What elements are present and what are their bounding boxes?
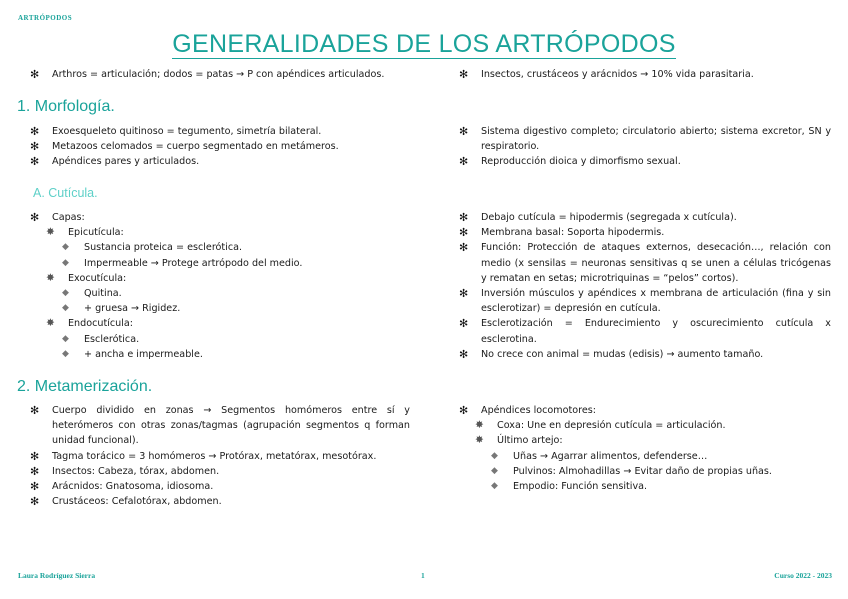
list-item: ◆ Sustancia proteica = esclerótica. — [30, 240, 410, 255]
intro-right — [459, 67, 831, 82]
intro-left — [30, 67, 410, 82]
list-item: ✻ Esclerotización = Endurecimiento y oscurecimiento cutícula x esclerotina. — [459, 316, 831, 346]
list-item: ✸ Último artejo: — [459, 433, 831, 448]
page-title — [0, 30, 848, 59]
cuticula-left — [30, 210, 410, 362]
list-item: ◆ Quitina. — [30, 286, 410, 301]
list-item: ✻ Insectos: Cabeza, tórax, abdomen. — [30, 464, 410, 479]
morfologia-left — [30, 124, 410, 170]
list-item: ◆ Uñas → Agarrar alimentos, defenderse… — [459, 449, 831, 464]
list-item: ✻ No crece con animal = mudas (edisis) → aumento tamaño. — [459, 347, 831, 362]
list-item: ✻ Función: Protección de ataques externos, desecación…, relación con medio (x sensilas = neuronas sensitivas q se unen a células tricógenas y rematan en setas; microtriquinas = “pelos” cortos). — [459, 240, 831, 286]
list-item: ✻ Apéndices locomotores: — [459, 403, 831, 418]
list-item: ◆ Pulvinos: Almohadillas → Evitar daño de propias uñas. — [459, 464, 831, 479]
footer-course: Curso 2022 - 2023 — [774, 571, 832, 580]
footer-author: Laura Rodríguez Sierra — [18, 571, 96, 580]
list-item: ✻ Apéndices pares y articulados. — [30, 154, 410, 169]
list-item: ◆ + ancha e impermeable. — [30, 347, 410, 362]
list-item: ◆ Empodio: Función sensitiva. — [459, 479, 831, 494]
list-item: ✻ Arthros = articulación; dodos = patas → P con apéndices articulados. — [30, 67, 410, 82]
list-item: ✸ Endocutícula: — [30, 316, 410, 331]
list-item: ◆ + gruesa → Rigidez. — [30, 301, 410, 316]
list-item: ✻ Metazoos celomados = cuerpo segmentado en metámeros. — [30, 139, 410, 154]
list-item: ✻ Reproducción dioica y dimorfismo sexual. — [459, 154, 831, 169]
list-item: ✻ Debajo cutícula = hipodermis (segregada x cutícula). — [459, 210, 831, 225]
metamerizacion-left — [30, 403, 410, 509]
list-item: ✻ Inversión músculos y apéndices x membrana de articulación (fina y sin esclerotizar) = depresión en cutícula. — [459, 286, 831, 316]
list-item: ✸ Exocutícula: — [30, 271, 410, 286]
list-item: ✻ Sistema digestivo completo; circulatorio abierto; sistema excretor, SN y respiratorio. — [459, 124, 831, 154]
list-item: ✸ Coxa: Une en depresión cutícula = articulación. — [459, 418, 831, 433]
section-heading-metamerizacion: 2. Metamerización. — [17, 378, 153, 395]
morfologia-right — [459, 124, 831, 170]
list-item: ✻ Cuerpo dividido en zonas → Segmentos homómeros entre sí y heterómeros con otras zonas/tagmas (agrupación segmentos q forman unidad funcional). — [30, 403, 410, 449]
list-item: ✻ Tagma torácico = 3 homómeros → Protórax, metatórax, mesotórax. — [30, 449, 410, 464]
list-item: ✻ Arácnidos: Gnatosoma, idiosoma. — [30, 479, 410, 494]
subsection-heading-cuticula: A. Cutícula. — [33, 186, 98, 200]
page-title-text: GENERALIDADES DE LOS ARTRÓPODOS — [172, 30, 676, 58]
list-item: ✻ Insectos, crustáceos y arácnidos → 10% vida parasitaria. — [459, 67, 831, 82]
metamerizacion-right — [459, 403, 831, 494]
cuticula-right — [459, 210, 831, 362]
footer-page-number: 1 — [421, 571, 425, 580]
list-item: ◆ Esclerótica. — [30, 332, 410, 347]
list-item: ◆ Impermeable → Protege artrópodo del medio. — [30, 256, 410, 271]
section-heading-morfologia: 1. Morfología. — [17, 98, 115, 115]
list-item: ✻ Exoesqueleto quitinoso = tegumento, simetría bilateral. — [30, 124, 410, 139]
list-item: ✻ Capas: — [30, 210, 410, 225]
list-item: ✻ Crustáceos: Cefalotórax, abdomen. — [30, 494, 410, 509]
list-item: ✸ Epicutícula: — [30, 225, 410, 240]
header-tag: ARTRÓPODOS — [18, 14, 73, 22]
list-item: ✻ Membrana basal: Soporta hipodermis. — [459, 225, 831, 240]
